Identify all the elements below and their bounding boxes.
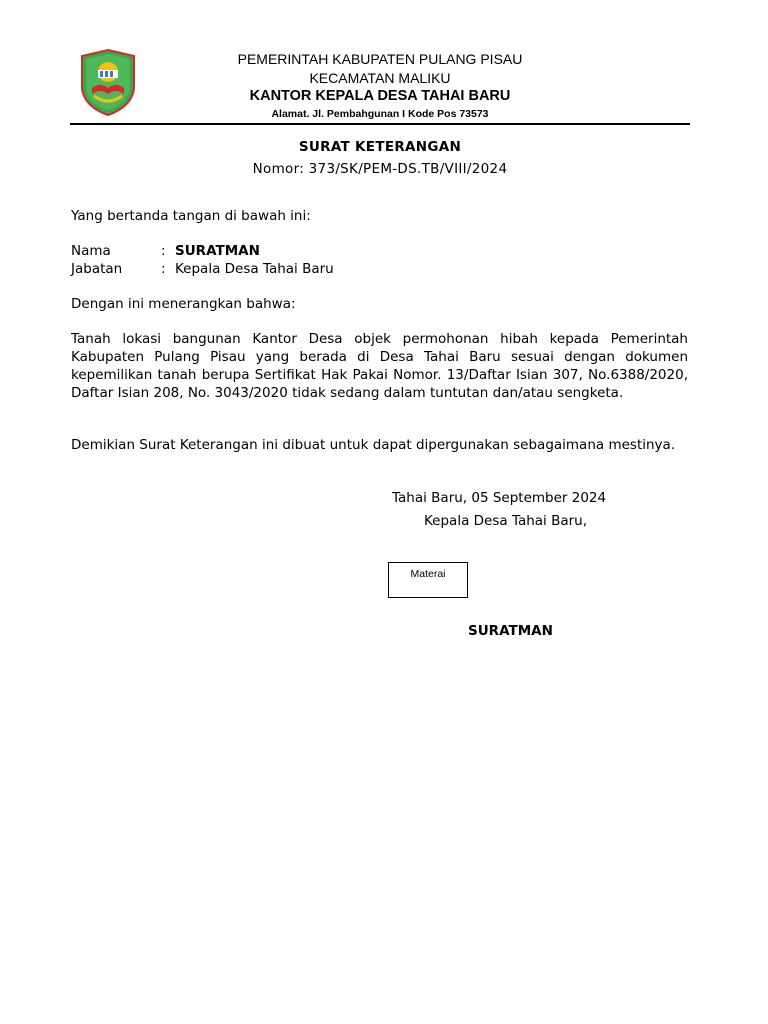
- position-colon: :: [161, 261, 166, 277]
- place-date: Tahai Baru, 05 September 2024: [392, 490, 607, 506]
- letterhead-divider: [70, 123, 690, 125]
- document-number: Nomor: 373/SK/PEM-DS.TB/VIII/2024: [252, 161, 508, 177]
- name-colon: :: [161, 243, 166, 259]
- statement-intro: Dengan ini menerangkan bahwa:: [71, 296, 296, 312]
- position-label: Jabatan: [71, 261, 123, 277]
- stamp-duty-box: Materai: [388, 562, 468, 598]
- closing-paragraph: Demikian Surat Keterangan ini dibuat untuk dapat dipergunakan sebagaimana mestinya.: [71, 437, 676, 453]
- letterhead-address: Alamat. Jl. Pembahgunan I Kode Pos 73573: [271, 108, 489, 120]
- letterhead-office: KANTOR KEPALA DESA TAHAI BARU: [249, 88, 511, 104]
- document-title: SURAT KETERANGAN: [298, 139, 462, 155]
- regency-emblem-icon: [80, 48, 136, 116]
- name-label: Nama: [71, 243, 111, 259]
- signatory-name: SURATMAN: [468, 623, 553, 639]
- signatory-title: Kepala Desa Tahai Baru,: [424, 513, 588, 529]
- letterhead-government: PEMERINTAH KABUPATEN PULANG PISAU: [237, 51, 523, 67]
- letterhead-district: KECAMATAN MALIKU: [309, 70, 451, 86]
- position-value: Kepala Desa Tahai Baru: [175, 261, 334, 277]
- intro-text: Yang bertanda tangan di bawah ini:: [71, 208, 311, 224]
- body-paragraph: Tanah lokasi bangunan Kantor Desa objek permohonan hibah kepada Pemerintah Kabupaten Pulang Pisau yang berada di Desa Tahai Baru sesuai dengan dokumen kepemilikan tanah berupa Sertifikat Hak Pakai Nomor. 13/Daftar Isian 307, No.6388/2020, Daftar Isian 208, No. 3043/2020 tidak sedang dalam tuntutan dan/atau sengketa.: [71, 331, 688, 401]
- name-value: SURATMAN: [175, 243, 260, 259]
